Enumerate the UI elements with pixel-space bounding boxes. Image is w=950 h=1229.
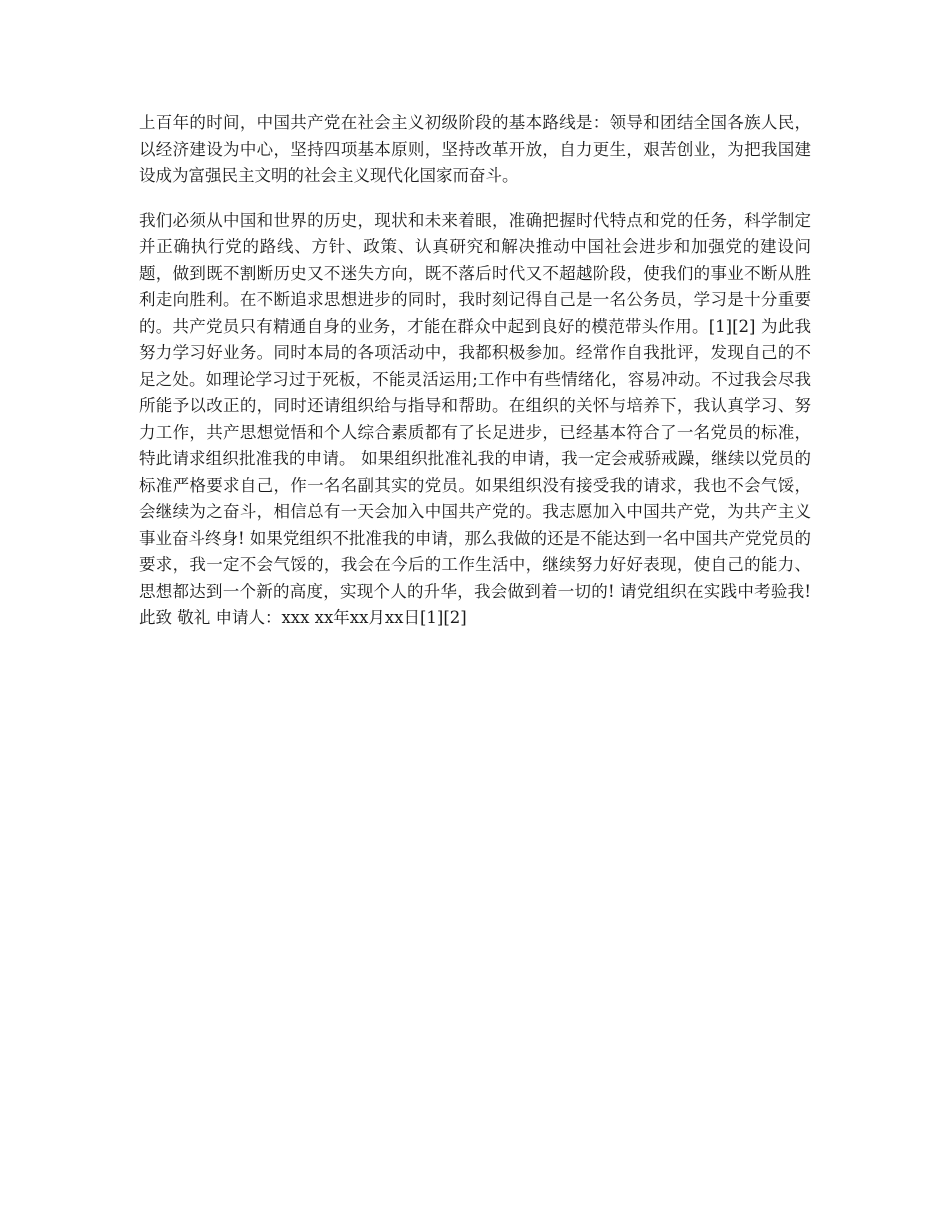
paragraph-basic-line: 上百年的时间，中国共产党在社会主义初级阶段的基本路线是：领导和团结全国各族人民，以经济建设为中心，坚持四项基本原则，坚持改革开放，自力更生，艰苦创业，为把我国建设成为富强民主文明的社会主义现代化国家而奋斗。 <box>139 113 811 185</box>
paragraph-application: 我们必须从中国和世界的历史，现状和未来着眼，准确把握时代特点和党的任务，科学制定并正确执行党的路线、方针、政策、认真研究和解决推动中国社会进步和加强党的建设问题，做到既不割断历史又不迷失方向，既不落后时代又不超越阶段，使我们的事业不断从胜利走向胜利。在不断追求思想进步的同时，我时刻记得自己是一名公务员，学习是十分重要的。共产党员只有精通自身的业务，才能在群众中起到良好的模范带头作用。[1][2] 为此我努力学习好业务。同时本局的各项活动中，我都积极参加。经常作自我批评，发现自己的不足之处。如理论学习过于死板，不能灵活运用;工作中有些情绪化，容易冲动。不过我会尽我所能予以改正的，同时还请组织给与指导和帮助。在组织的关怀与培养下，我认真学习、努力工作，共产思想觉悟和个人综合素质都有了长足进步，已经基本符合了一名党员的标准，特此请求组织批准我的申请。 如果组织批准礼我的申请，我一定会戒骄戒躁，继续以党员的标准严格要求自己，作一名名副其实的党员。如果组织没有接受我的请求，我也不会气馁，会继续为之奋斗，相信总有一天会加入中国共产党的。我志愿加入中国共产党，为共产主义事业奋斗终身! 如果党组织不批准我的申请，那么我做的还是不能达到一名中国共产党党员的要求，我一定不会气馁的，我会在今后的工作生活中，继续努力好好表现，使自己的能力、思想都达到一个新的高度，实现个人的升华，我会做到着一切的! 请党组织在实践中考验我! 此致 敬礼 申请人：xxx xx年xx月xx日[1][2] <box>139 210 811 627</box>
document-body <box>139 110 811 632</box>
